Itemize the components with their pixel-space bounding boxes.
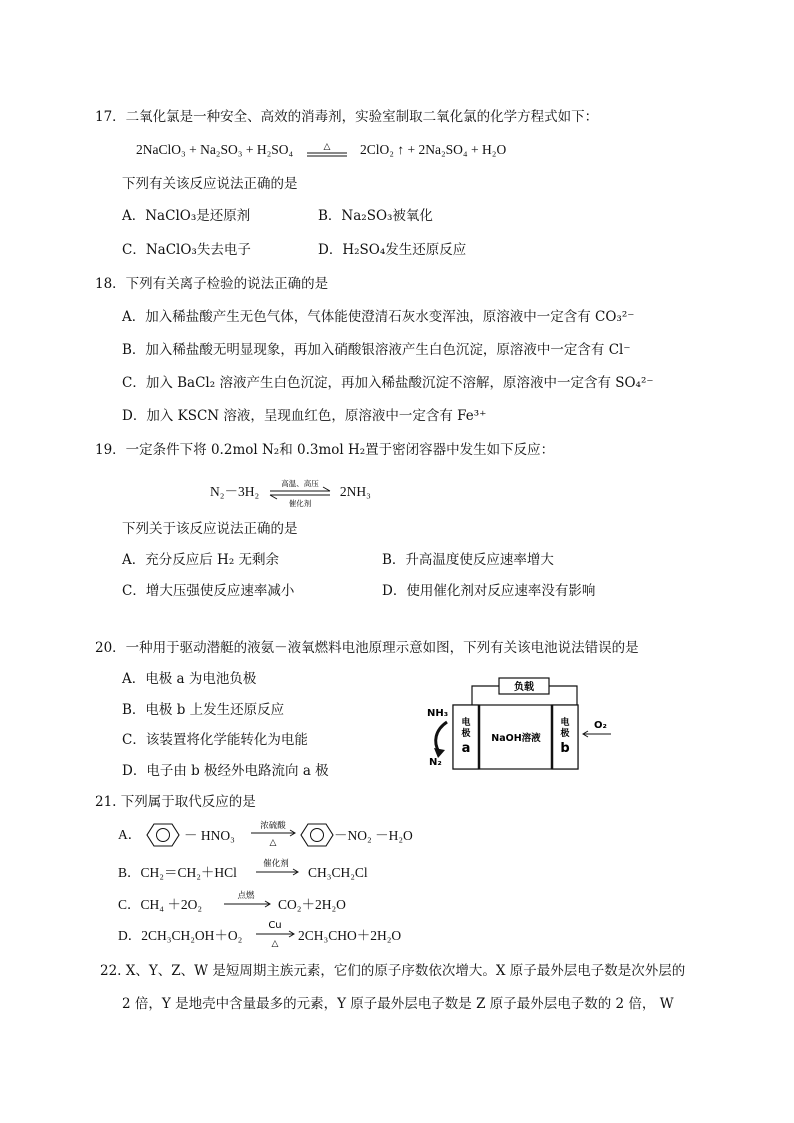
electrode-a-char2: 极: [461, 729, 471, 739]
q18-stem: 18．下列有关离子检验的说法正确的是: [95, 276, 329, 292]
q21-a-arrow-icon: [248, 818, 298, 850]
q19-equation-right: 2NH₃: [339, 484, 371, 500]
load-label: 负载: [514, 682, 534, 693]
q19-equation-left: N₂－3H₂: [210, 484, 260, 500]
q17-stem: 17．二氧化氯是一种安全、高效的消毒剂，实验室制取二氧化氯的化学方程式如下：: [95, 109, 599, 125]
q19-equation: [210, 478, 371, 508]
q21-b-left: B．CH₂＝CH₂＋HCl: [118, 865, 237, 880]
o2-label: O₂: [594, 720, 607, 731]
q17-option-a[interactable]: A．NaClO₃是还原剂: [122, 208, 251, 224]
q19-prompt: 下列关于该反应说法正确的是: [122, 521, 298, 537]
q18-option-d[interactable]: D．加入 KSCN 溶液，呈现血红色，原溶液中一定含有 Fe³⁺: [122, 408, 487, 424]
q21-option-c[interactable]: [118, 896, 202, 914]
q21-b-arrow-icon: [254, 857, 300, 881]
q21-c-right: CO₂＋2H₂O: [278, 897, 346, 912]
electrode-a-char1: 电: [461, 718, 471, 728]
q20-option-b[interactable]: B．电极 b 上发生还原反应: [122, 702, 285, 718]
q21-d-cond-top: Cu: [268, 920, 282, 931]
fuel-cell-diagram: [425, 672, 615, 774]
q22-line1: 22. X、Y、Z、W 是短周期主族元素，它们的原子序数依次增大。X 原子最外层电子数是次外层的: [100, 963, 686, 979]
q21-a-reagent: － HNO₃: [184, 828, 235, 843]
q21-option-b[interactable]: [118, 864, 237, 882]
q17-option-c[interactable]: C．NaClO₃失去电子: [122, 242, 251, 258]
q20-option-a[interactable]: A．电极 a 为电池负极: [122, 671, 257, 687]
electrolyte-label: NaOH溶液: [491, 733, 541, 744]
q20-stem: 20．一种用于驱动潜艇的液氨－液氧燃料电池原理示意如图，下列有关该电池说法错误的是: [95, 640, 639, 656]
q18-option-b[interactable]: B．加入稀盐酸无明显现象，再加入硝酸银溶液产生白色沉淀，原溶液中一定含有 Cl⁻: [122, 342, 631, 358]
q18-option-a[interactable]: A．加入稀盐酸产生无色气体，气体能使澄清石灰水变浑浊，原溶液中一定含有 CO₃²⁻: [122, 309, 635, 325]
q20-option-d[interactable]: D．电子由 b 极经外电路流向 a 极: [122, 763, 329, 779]
q22-line2: 2 倍，Y 是地壳中含量最多的元素，Y 原子最外层电子数是 Z 原子最外层电子数的 2 倍， W: [122, 996, 674, 1012]
q18-option-c[interactable]: C．加入 BaCl₂ 溶液产生白色沉淀，再加入稀盐酸沉淀不溶解，原溶液中一定含有 SO₄²⁻: [122, 375, 654, 391]
q19-reversible-arrow: [267, 478, 333, 508]
q21-stem: 21. 下列属于取代反应的是: [95, 794, 256, 810]
nitrobenzene-ring-icon: [300, 820, 334, 850]
q19-cond-bottom: 催化剂: [288, 499, 311, 508]
q19-option-a[interactable]: A．充分反应后 H₂ 无剩余: [122, 552, 280, 568]
q17-cond: △: [323, 141, 331, 152]
electrode-b-char2: 极: [560, 729, 570, 739]
q17-option-b[interactable]: B．Na₂SO₃被氧化: [318, 208, 433, 224]
q21-a-cond-top: 浓硫酸: [260, 821, 286, 831]
q21-a-product: －NO₂ －H₂O: [334, 828, 413, 843]
q17-equals-sign: [303, 142, 351, 160]
q17-prompt: 下列有关该反应说法正确的是: [122, 176, 298, 192]
electrode-b-char1: 电: [560, 718, 570, 728]
q20-option-c[interactable]: C．该装置将化学能转化为电能: [122, 732, 308, 748]
q19-cond-top: 高温、高压: [280, 479, 319, 488]
q21-b-right: CH₃CH₂Cl: [308, 865, 368, 880]
q21-d-cond-bottom: △: [271, 939, 279, 948]
q19-reversible-arrow-icon: [267, 478, 333, 508]
q19-option-d[interactable]: D．使用催化剂对反应速率没有影响: [382, 583, 596, 599]
nh3-flow-arrow-icon: [436, 722, 447, 752]
electrode-a-letter: a: [461, 741, 471, 756]
q21-option-d[interactable]: [118, 927, 242, 945]
q19-option-b[interactable]: B．升高温度使反应速率增大: [382, 552, 554, 568]
q17-equation: [136, 141, 506, 160]
n2-label: N₂: [429, 757, 442, 768]
q21-a-label: A．: [118, 827, 142, 842]
q19-stem: 19．一定条件下将 0.2mol N₂和 0.3mol H₂置于密闭容器中发生如下反应：: [95, 442, 555, 458]
q17-equation-right: 2ClO₂ ↑ + 2Na₂SO₄ + H₂O: [360, 142, 507, 157]
q21-c-left: C．CH₄ ＋2O₂: [118, 897, 203, 912]
q21-c-cond-top: 点燃: [237, 891, 255, 901]
benzene-ring-icon: [146, 820, 180, 850]
q21-a-cond-bottom: △: [269, 838, 277, 848]
q17-equation-left: 2NaClO₃ + Na₂SO₃ + H₂SO₄: [136, 142, 294, 157]
q21-b-cond-top: 催化剂: [263, 859, 289, 869]
q21-d-left: D．2CH₃CH₂OH＋O₂: [118, 928, 243, 943]
q21-c-arrow-icon: [222, 889, 272, 913]
nh3-label: NH₃: [427, 708, 449, 719]
q21-option-a[interactable]: [118, 826, 141, 848]
q21-d-arrow-icon: [254, 918, 296, 948]
q17-option-d[interactable]: D．H₂SO₄发生还原反应: [318, 242, 467, 258]
q19-option-c[interactable]: C．增大压强使反应速率减小: [122, 583, 295, 599]
q17-equals-icon: [303, 142, 351, 160]
q21-d-right: 2CH₃CHO＋2H₂O: [298, 928, 402, 943]
electrode-b-letter: b: [560, 741, 570, 756]
